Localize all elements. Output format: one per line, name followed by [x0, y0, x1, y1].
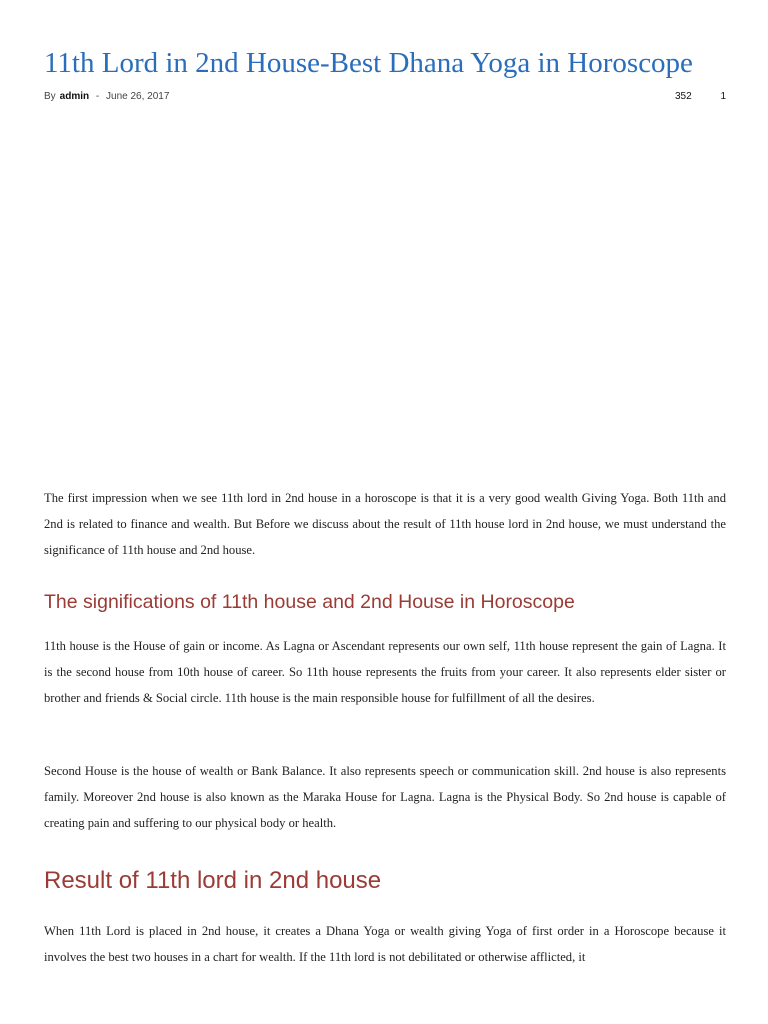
result-heading: Result of 11th lord in 2nd house — [44, 867, 382, 894]
intro-paragraph: The first impression when we see 11th lord in 2nd house in a horoscope is that it is a very good wealth Giving Yoga. Both 11th and 2nd is related to finance and wealth. But Before we discuss about the result of 11th house lord in 2nd house, we must understand the significance of 11th house and 2nd house. — [44, 491, 726, 557]
significations-heading: The significations of 11th house and 2nd House in Horoscope — [44, 591, 575, 613]
article-meta — [44, 90, 726, 104]
author-link[interactable]: admin — [59, 91, 90, 102]
meta-separator: - — [95, 91, 100, 102]
publish-date: June 26, 2017 — [106, 91, 170, 102]
meta-by-label: By — [44, 91, 56, 102]
meta-right — [675, 90, 726, 104]
views-count: 352 — [674, 91, 692, 102]
second-house-paragraph: Second House is the house of wealth or Bank Balance. It also represents speech or communication skill. 2nd house is also represents family. Moreover 2nd house is also known as the Maraka House for Lagna. Lagna is the Physical Body. So 2nd house is capable of creating pain and suffering to our physical body or health. — [44, 764, 726, 830]
eleventh-house-paragraph: 11th house is the House of gain or income. As Lagna or Ascendant represents our own self, 11th house represent the gain of Lagna. It is the second house from 10th house of career. So 11th house represents the fruits from your career. It also represents elder sister or brother and friends & Social circle. 11th house is the main responsible house for fulfillment of all the desires. — [44, 639, 726, 705]
article-title: 11th Lord in 2nd House-Best Dhana Yoga in Horoscope — [44, 47, 693, 79]
result-paragraph: When 11th Lord is placed in 2nd house, it creates a Dhana Yoga or wealth giving Yoga of first order in a Horoscope because it involves the best two houses in a chart for wealth. If the 11th lord is not debilitated or otherwise afflicted, it — [44, 924, 726, 964]
comments-count[interactable]: 1 — [720, 91, 726, 102]
meta-left — [44, 90, 726, 104]
featured-media-area — [44, 112, 726, 472]
